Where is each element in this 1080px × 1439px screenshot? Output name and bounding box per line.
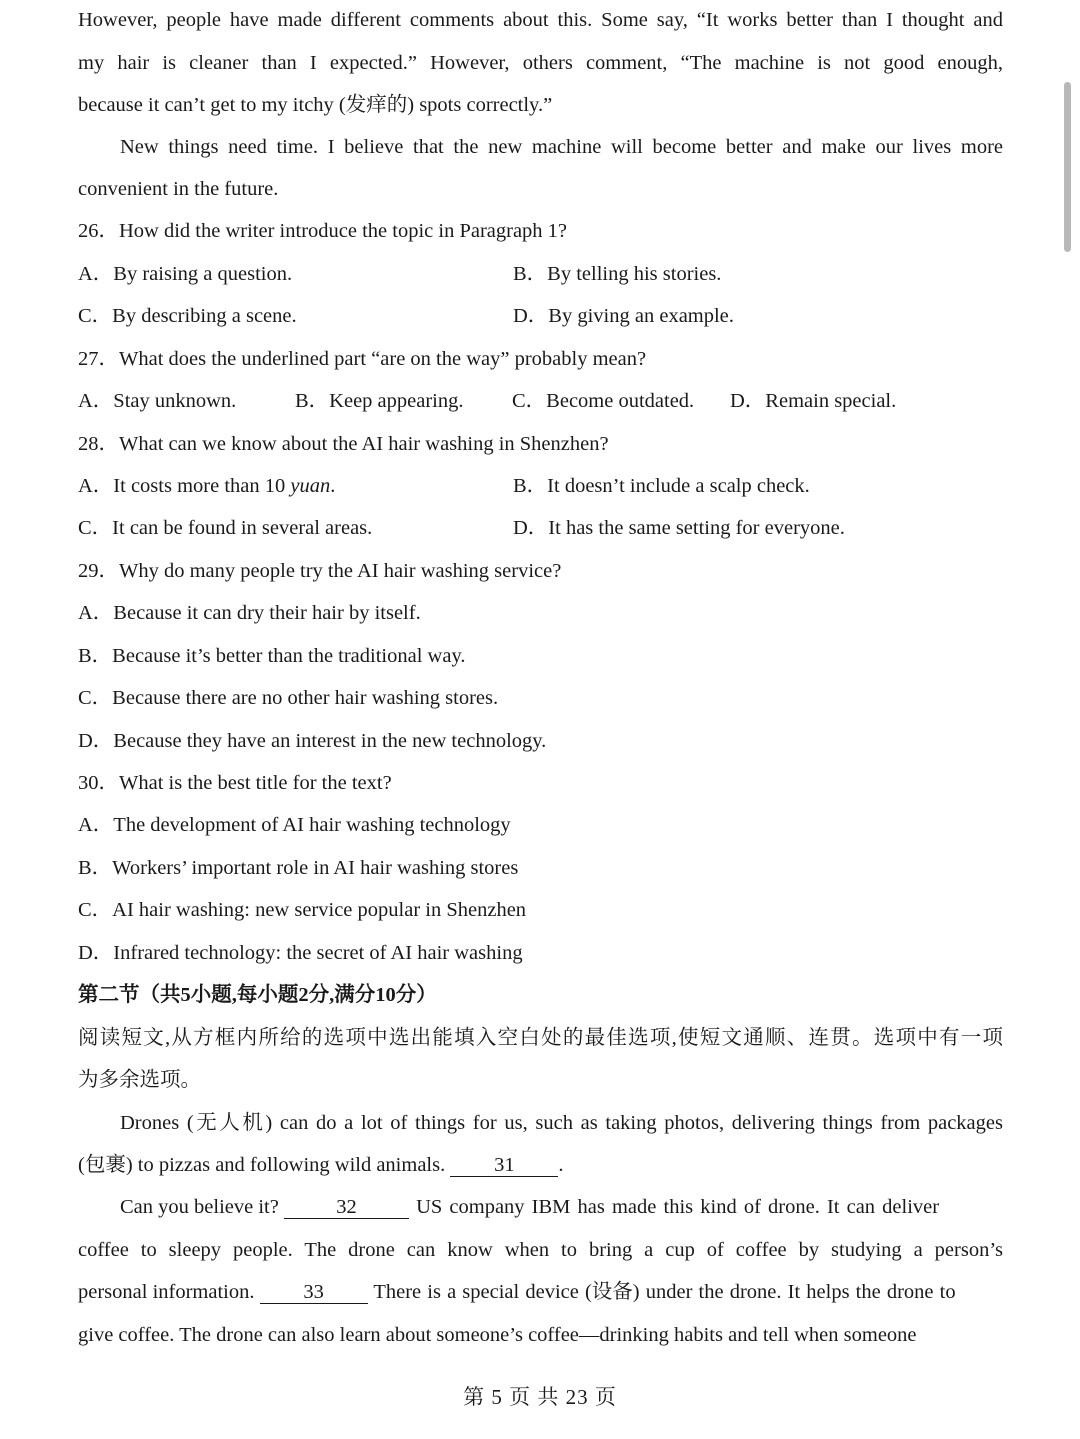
option-c[interactable]: C．It can be found in several areas.: [78, 517, 373, 539]
option-b[interactable]: B．Workers’ important role in AI hair washing stores: [78, 857, 519, 879]
option-c[interactable]: C．By describing a scene.: [78, 305, 297, 327]
passage-text: personal information.: [78, 1281, 260, 1303]
passage-line: New things need time. I believe that the new machine will become better and make our lives more: [120, 136, 1003, 158]
option-a[interactable]: [78, 475, 335, 497]
passage-text: There is a special device (设备) under the drone. It helps the drone to: [367, 1281, 956, 1303]
option-d[interactable]: D．By giving an example.: [513, 305, 734, 327]
option-c[interactable]: C．Become outdated.: [512, 390, 695, 412]
section-instructions: 阅读短文,从方框内所给的选项中选出能填入空白处的最佳选项,使短文通顺、连贯。选项中有一项: [78, 1027, 1003, 1049]
option-b[interactable]: B．Because it’s better than the traditional way.: [78, 645, 466, 667]
question-stem: 29．Why do many people try the AI hair washing service?: [78, 560, 562, 582]
section-heading: 第二节（共5小题,每小题2分,满分10分）: [78, 984, 437, 1006]
option-a-italic: yuan: [290, 475, 331, 497]
blank-31[interactable]: 31: [450, 1154, 558, 1177]
option-d[interactable]: D．Remain special.: [730, 390, 897, 412]
question-option-row: [78, 304, 1003, 328]
question-stem: 30．What is the best title for the text?: [78, 772, 392, 794]
page-footer: 第 5 页 共 23 页: [463, 1385, 617, 1409]
option-a[interactable]: A．Stay unknown.: [78, 390, 237, 412]
passage-text: (包裹) to pizzas and following wild animals.: [78, 1154, 451, 1176]
passage-line: [78, 1195, 1003, 1219]
blank-33[interactable]: 33: [260, 1281, 368, 1304]
passage-line: my hair is cleaner than I expected.” However, others comment, “The machine is not good enough,: [78, 52, 1003, 74]
option-a-period: .: [330, 475, 336, 497]
passage-line: Drones (无人机) can do a lot of things for us, such as taking photos, delivering things from packages: [120, 1112, 1003, 1134]
option-a-text: A．It costs more than 10: [78, 475, 291, 497]
option-d[interactable]: D．Infrared technology: the secret of AI hair washing: [78, 942, 523, 964]
passage-line: [78, 1280, 1003, 1304]
question-stem: 28．What can we know about the AI hair washing in Shenzhen?: [78, 433, 609, 455]
passage-text: US company IBM has made this kind of drone. It can deliver: [408, 1196, 940, 1218]
option-c[interactable]: C．AI hair washing: new service popular in Shenzhen: [78, 899, 527, 921]
option-d[interactable]: D．It has the same setting for everyone.: [513, 517, 845, 539]
option-a[interactable]: A．By raising a question.: [78, 263, 293, 285]
option-d[interactable]: D．Because they have an interest in the new technology.: [78, 730, 547, 752]
option-b[interactable]: B．It doesn’t include a scalp check.: [513, 475, 810, 497]
passage-line: because it can’t get to my itchy (发痒的) spots correctly.”: [78, 94, 553, 116]
question-option-row: [78, 474, 1003, 498]
option-b[interactable]: B．Keep appearing.: [295, 390, 464, 412]
passage-line: However, people have made different comments about this. Some say, “It works better than I thought and: [78, 9, 1003, 31]
passage-line: coffee to sleepy people. The drone can know when to bring a cup of coffee by studying a person’s: [78, 1239, 1003, 1261]
question-stem: 27．What does the underlined part “are on the way” probably mean?: [78, 348, 647, 370]
scrollbar[interactable]: [1064, 82, 1071, 252]
blank-32[interactable]: 32: [284, 1196, 409, 1219]
section-instructions: 为多余选项。: [78, 1069, 201, 1091]
passage-line: convenient in the future.: [78, 178, 279, 200]
option-a[interactable]: A．The development of AI hair washing technology: [78, 814, 511, 836]
question-stem: 26．How did the writer introduce the topic in Paragraph 1?: [78, 220, 568, 242]
question-option-row: [78, 516, 1003, 540]
question-option-row: [78, 262, 1003, 286]
passage-line: [78, 1153, 1003, 1177]
passage-text: .: [558, 1154, 564, 1176]
option-b[interactable]: B．By telling his stories.: [513, 263, 722, 285]
passage-line: give coffee. The drone can also learn about someone’s coffee—drinking habits and tell when someone: [78, 1324, 917, 1346]
passage-text: Can you believe it?: [120, 1196, 284, 1218]
option-a[interactable]: A．Because it can dry their hair by itself.: [78, 602, 421, 624]
option-c[interactable]: C．Because there are no other hair washing stores.: [78, 687, 499, 709]
